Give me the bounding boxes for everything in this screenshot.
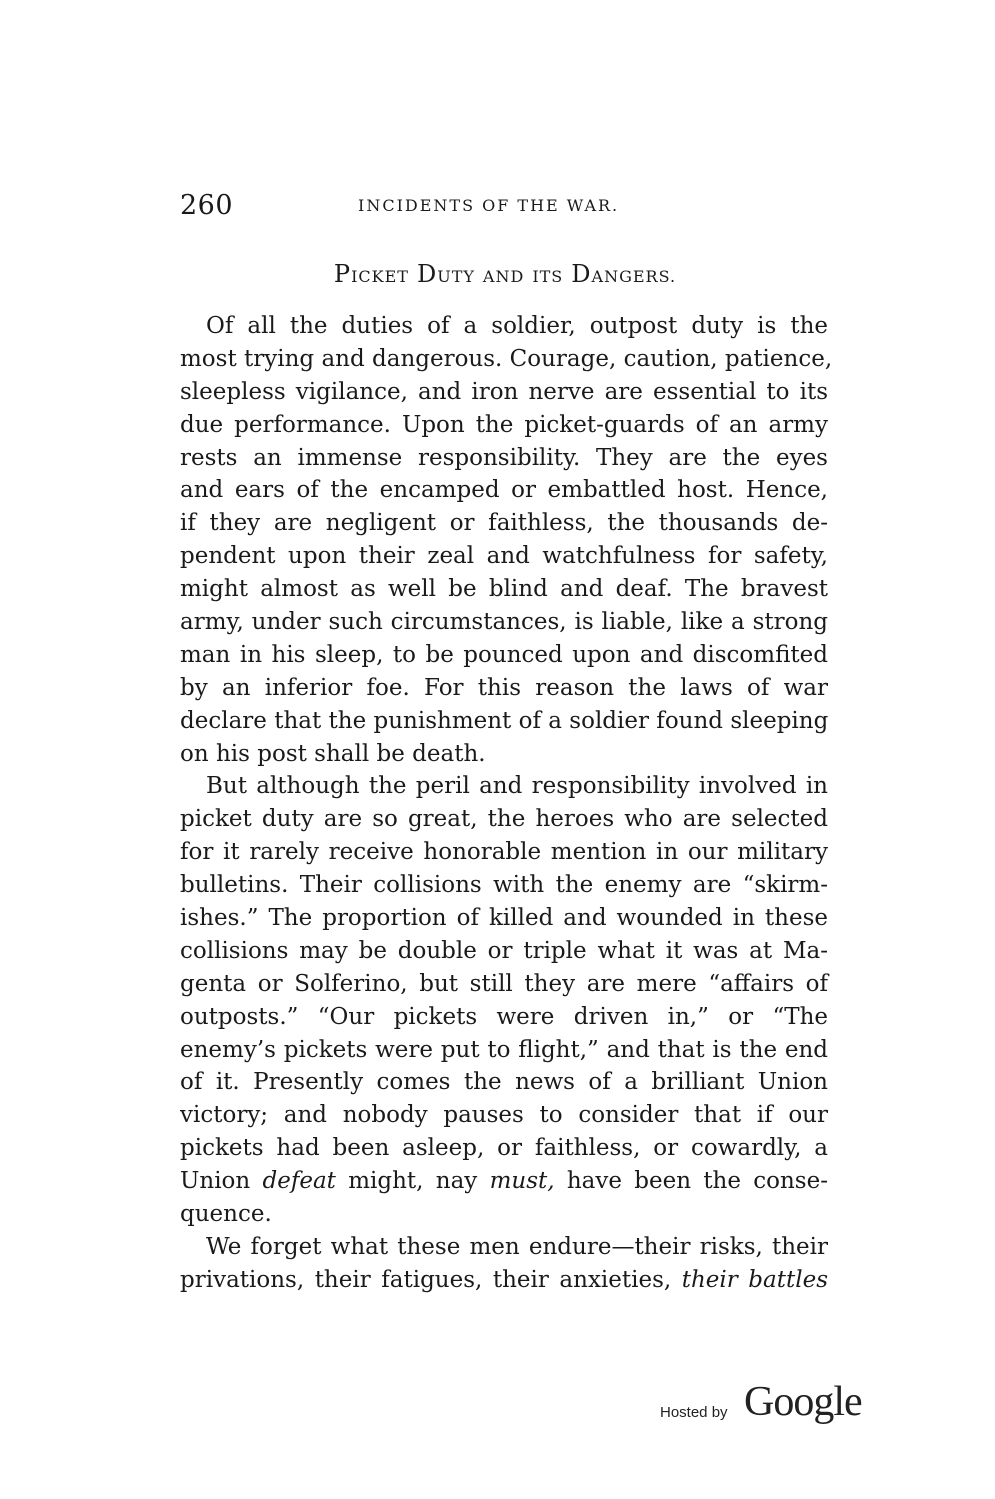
- hosted-by-label: Hosted by: [660, 1404, 728, 1421]
- title-word: AND: [482, 267, 525, 286]
- text-line: collisions may be double or triple what it was at Ma-: [180, 937, 828, 964]
- title-word: UTY: [437, 267, 475, 286]
- text-run: might, nay: [335, 1168, 490, 1195]
- page-number: 260: [180, 190, 234, 221]
- text-line: victory; and nobody pauses to consider that if our: [180, 1102, 828, 1129]
- text-line: bulletins. Their collisions with the enemy are “skirm-: [180, 872, 828, 899]
- title-word: ICKET: [351, 267, 409, 286]
- text-run: Union: [180, 1168, 263, 1195]
- emphasis-defeat: defeat: [262, 1168, 336, 1195]
- hosted-by-google-watermark: [660, 1378, 880, 1438]
- text-line: rests an immense responsibility. They are the eyes: [180, 444, 828, 471]
- page-header: [180, 190, 830, 230]
- title-word: ANGERS.: [591, 267, 677, 286]
- google-logo: Google: [744, 1379, 862, 1425]
- text-line: pickets had been asleep, or faithless, or cowardly, a: [180, 1135, 828, 1162]
- text-line: declare that the punishment of a soldier found sleeping: [180, 707, 829, 734]
- text-line: on his post shall be death.: [180, 740, 486, 767]
- text-line: by an inferior foe. For this reason the laws of war: [180, 674, 828, 701]
- body-text: [180, 310, 833, 1297]
- text-line: pendent upon their zeal and watchfulness for safety,: [180, 543, 828, 570]
- emphasis-their-battles: their battles: [681, 1266, 828, 1293]
- text-line: outposts.” “Our pickets were driven in,” or “The: [180, 1003, 828, 1030]
- text-line: due performance. Upon the picket-guards of an army: [180, 411, 828, 438]
- title-cap: P: [333, 260, 352, 288]
- text-line: if they are negligent or faithless, the thousands de-: [180, 510, 828, 537]
- emphasis-must: must,: [489, 1168, 555, 1195]
- text-line: Of all the duties of a soldier, outpost duty is the: [206, 313, 828, 339]
- text-run: privations, their fatigues, their anxieties,: [180, 1266, 682, 1293]
- title-word: ITS: [532, 267, 564, 286]
- running-head: INCIDENTS OF THE WAR.: [358, 196, 620, 215]
- text-line: army, under such circumstances, is liable, like a strong: [180, 609, 828, 636]
- title-cap: D: [571, 260, 592, 288]
- text-line: picket duty are so great, the heroes who are selected: [180, 806, 828, 833]
- text-line: ishes.” The proportion of killed and wounded in these: [180, 905, 828, 932]
- text-line: man in his sleep, to be pounced upon and discomfited: [180, 641, 828, 668]
- text-line: But although the peril and responsibility involved in: [206, 773, 828, 800]
- title-cap: D: [416, 260, 438, 288]
- text-line: enemy’s pickets were put to flight,” and that is the end: [180, 1036, 828, 1063]
- text-line: and ears of the encamped or embattled host. Hence,: [180, 477, 828, 504]
- text-line: genta or Solferino, but still they are mere “affairs of: [180, 970, 828, 997]
- text-line: [180, 1264, 828, 1297]
- text-line: most trying and dangerous. Courage, caution, patience,: [180, 345, 833, 372]
- text-line: sleepless vigilance, and iron nerve are essential to its: [180, 378, 828, 405]
- section-title: [180, 260, 830, 288]
- text-line: [180, 1165, 828, 1198]
- text-line: might almost as well be blind and deaf. The bravest: [180, 576, 828, 603]
- text-line: quence.: [180, 1201, 272, 1228]
- text-line: for it rarely receive honorable mention in our military: [180, 839, 828, 866]
- text-line: We forget what these men endure—their risks, their: [206, 1233, 828, 1260]
- text-line: of it. Presently comes the news of a brilliant Union: [180, 1069, 828, 1096]
- text-run: have been the conse-: [554, 1168, 828, 1195]
